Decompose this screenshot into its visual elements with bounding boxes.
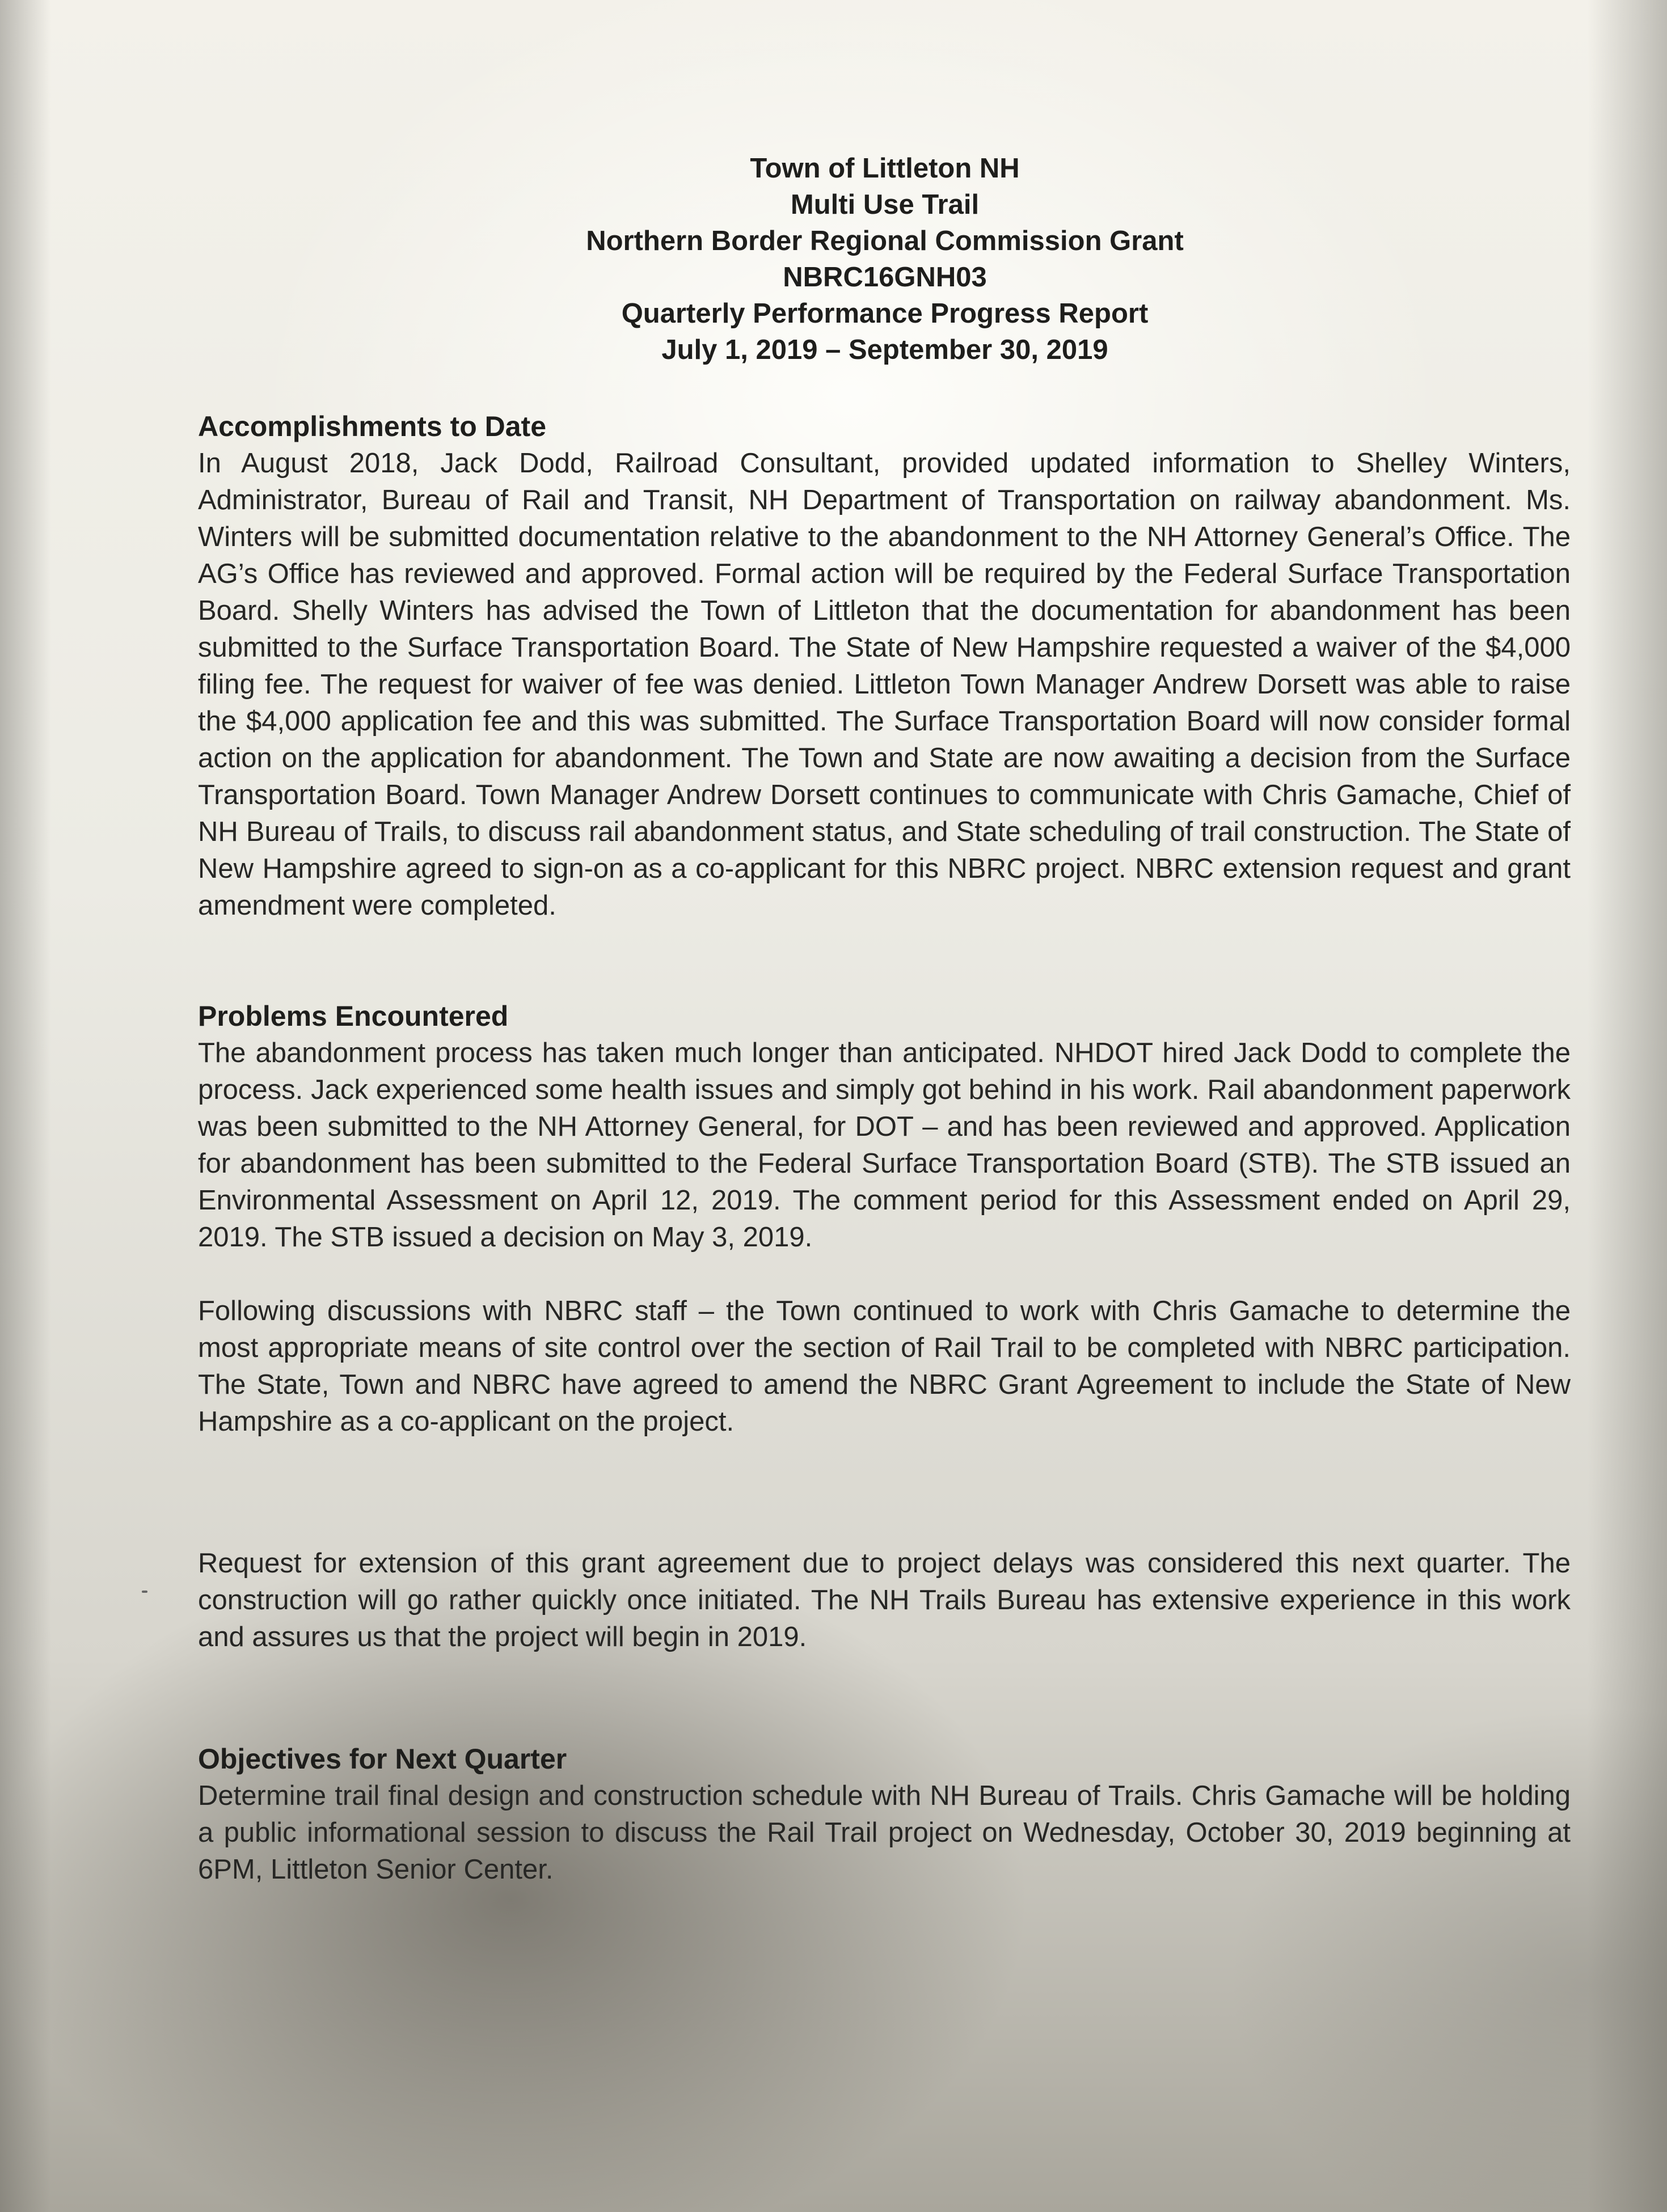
report-body (198, 408, 1571, 1888)
accomplishments-heading: Accomplishments to Date (198, 411, 547, 442)
header-report-title: Quarterly Performance Progress Report (621, 298, 1149, 329)
paragraph-spacer (198, 1440, 1571, 1545)
objectives-heading: Objectives for Next Quarter (198, 1743, 567, 1775)
paper-mark (142, 1591, 147, 1593)
header-grant-number: NBRC16GNH03 (783, 262, 987, 293)
problems-paragraph-1: The abandonment process has taken much longer than anticipated. NHDOT hired Jack Dodd to complete the process. Jack experienced some health issues and simply got behind in his work. Rail abandonment paperwork was been submitted to the NH Attorney General, for DOT – and has been reviewed and approved. Application for abandonment has been submitted to the Federal Surface Transportation Board (STB). The STB issued an Environmental Assessment on April 12, 2019. The comment period for this Assessment ended on April 29, 2019. The STB issued a decision on May 3, 2019. (198, 1038, 1571, 1253)
section-spacer (198, 1656, 1571, 1741)
problems-paragraph-2: Following discussions with NBRC staff – the Town continued to work with Chris Gamache to determine the most appropriate means of site control over the section of Rail Trail to be completed with NBRC participation. The State, Town and NBRC have agreed to amend the NBRC Grant Agreement to include the State of New Hampshire as a co-applicant on the project. (198, 1296, 1571, 1437)
header-town: Town of Littleton NH (750, 153, 1020, 184)
paragraph-spacer (198, 1256, 1571, 1293)
section-spacer (198, 924, 1571, 998)
objectives-paragraph: Determine trail final design and construction schedule with NH Bureau of Trails. Chris Gamache will be holding a public informational session to discuss the Rail Trail project on Wednesday, October 30, 2019 beginning at 6PM, Littleton Senior Center. (198, 1780, 1571, 1885)
accomplishments-paragraph: In August 2018, Jack Dodd, Railroad Consultant, provided updated information to Shelley Winters, Administrator, Bureau of Rail and Transit, NH Department of Transportation on railway abandonment. Ms. Winters will be submitted documentation relative to the abandonment to the NH Attorney General’s Office. The AG’s Office has reviewed and approved. Formal action will be required by the Federal Surface Transportation Board. Shelly Winters has advised the Town of Littleton that the documentation for abandonment has been submitted to the Surface Transportation Board. The State of New Hampshire requested a waiver of the $4,000 filing fee. The request for waiver of fee was denied. Littleton Town Manager Andrew Dorsett was able to raise the $4,000 application fee and this was submitted. The Surface Transportation Board will now consider formal action on the application for abandonment. The Town and State are now awaiting a decision from the Surface Transportation Board. Town Manager Andrew Dorsett continues to communicate with Chris Gamache, Chief of NH Bureau of Trails, to discuss rail abandonment status, and State scheduling of trail construction. The State of New Hampshire agreed to sign-on as a co-applicant for this NBRC project. NBRC extension request and grant amendment were completed. (198, 448, 1571, 921)
report-header (0, 150, 1667, 368)
problems-heading: Problems Encountered (198, 1000, 509, 1032)
header-period: July 1, 2019 – September 30, 2019 (661, 335, 1108, 365)
problems-paragraph-3: Request for extension of this grant agreement due to project delays was considered this next quarter. The construction will go rather quickly once initiated. The NH Trails Bureau has extensive experience in this work and assures us that the project will begin in 2019. (198, 1548, 1571, 1652)
header-project: Multi Use Trail (790, 189, 980, 220)
header-grant: Northern Border Regional Commission Grant (586, 226, 1184, 256)
